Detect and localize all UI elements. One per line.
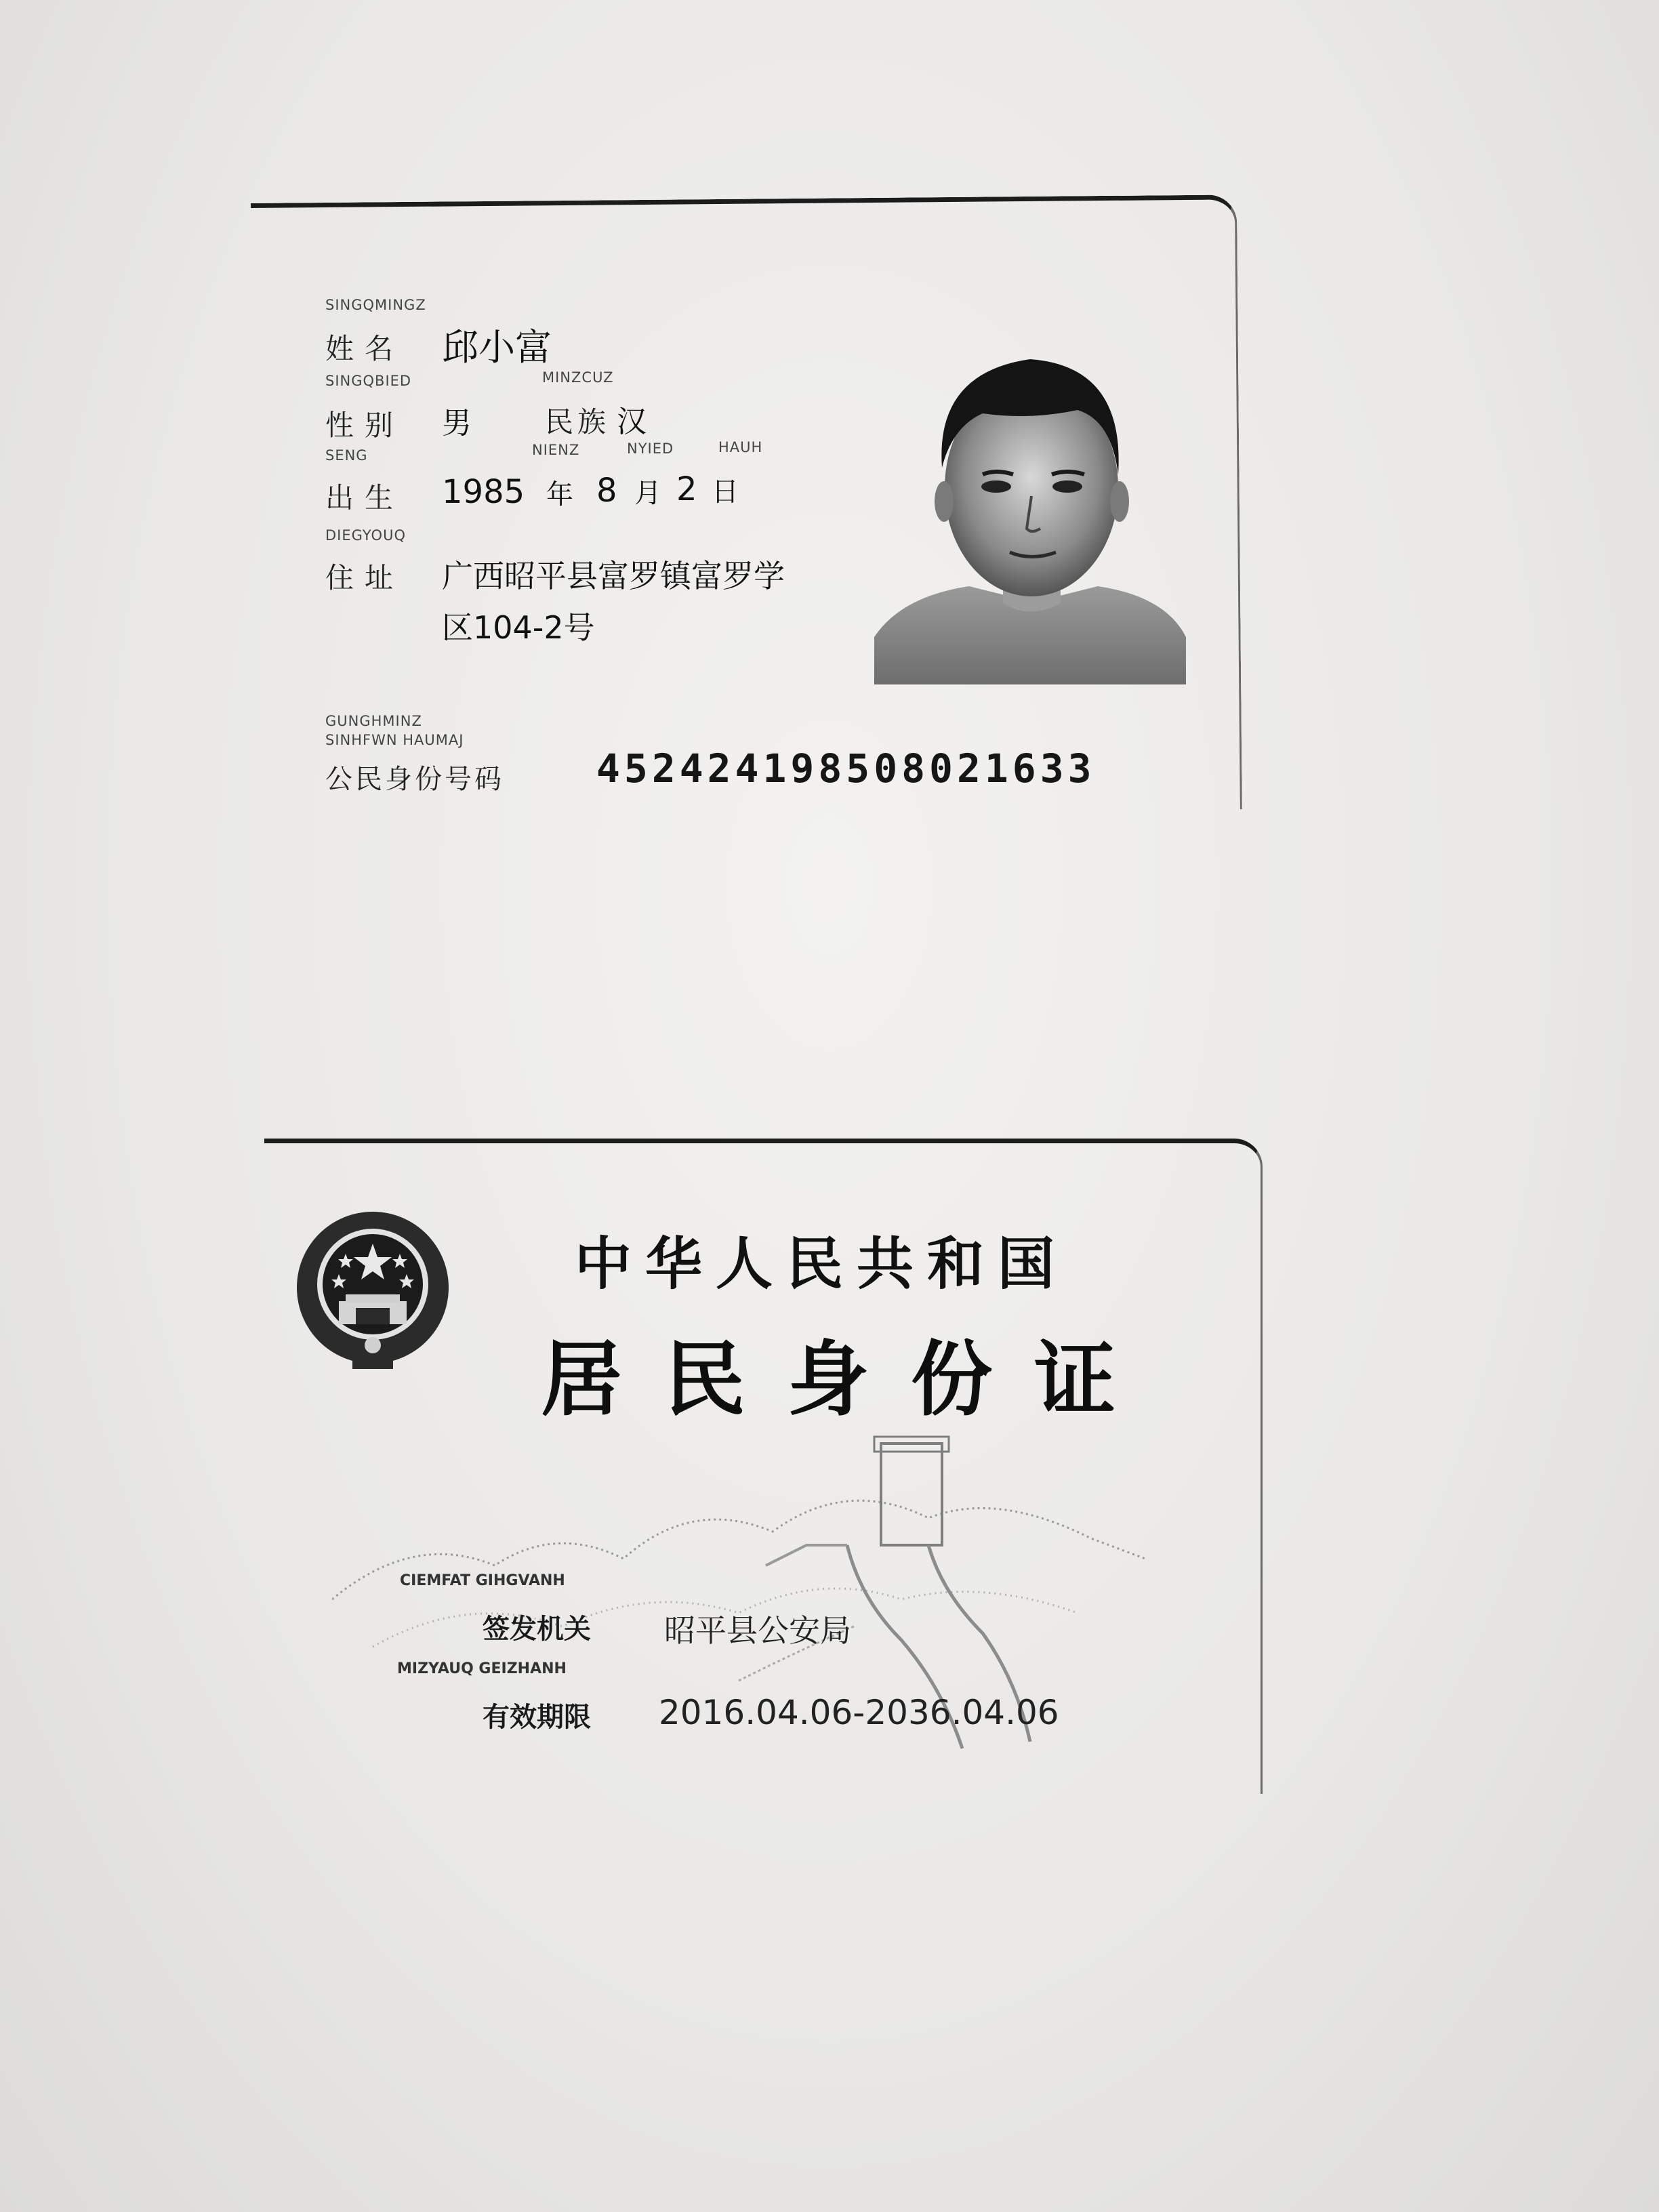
authority-label: 签发机关: [483, 1614, 591, 1645]
id-pinyin-1: GUNGHMINZ: [325, 713, 422, 729]
country-name: 中华人民共和国: [575, 1230, 1069, 1297]
sex-label: 性别: [325, 409, 405, 442]
year-char: 年: [546, 479, 573, 510]
national-emblem: [291, 1206, 454, 1376]
authority-pinyin: CIEMFAT GIHGVANH: [400, 1572, 565, 1589]
id-number: 452424198508021633: [596, 745, 1096, 792]
id-card-back: [264, 1139, 1267, 1803]
ethnicity-label: 民族: [545, 405, 611, 438]
portrait-photo: [874, 319, 1186, 684]
ethnicity-value: 汉: [617, 405, 647, 439]
name-label: 姓名: [325, 332, 405, 365]
address-pinyin: DIEGYOUQ: [325, 527, 406, 544]
date-pinyin-year: NIENZ: [532, 442, 580, 458]
address-label: 住址: [325, 561, 405, 594]
birth-pinyin: SENG: [325, 447, 368, 464]
address-line1: 广西昭平县富罗镇富罗学: [442, 558, 785, 594]
id-pinyin-2: SINHFWN HAUMAJ: [325, 732, 464, 748]
validity-label: 有效期限: [483, 1702, 591, 1733]
validity-pinyin: MIZYAUQ GEIZHANH: [397, 1660, 567, 1677]
sex-pinyin: SINGQBIED: [325, 373, 412, 389]
month-char: 月: [634, 478, 661, 509]
document-title: 居民身份证: [541, 1332, 1158, 1427]
ethnicity-pinyin: MINZCUZ: [542, 369, 614, 386]
authority-value: 昭平县公安局: [664, 1612, 851, 1649]
birth-year: 1985: [442, 473, 525, 511]
date-pinyin-day: HAUH: [718, 439, 763, 455]
birth-day: 2: [676, 470, 697, 508]
id-label: 公民身份号码: [325, 764, 504, 795]
birth-label: 出生: [325, 481, 405, 514]
sex-value: 男: [442, 406, 472, 441]
id-card-front: [251, 203, 1247, 840]
birth-month: 8: [596, 472, 617, 510]
address-line2: 区104-2号: [442, 609, 595, 646]
name-value: 邱小富: [442, 326, 552, 369]
day-char: 日: [712, 476, 739, 508]
name-pinyin: SINGQMINGZ: [325, 297, 426, 313]
date-pinyin-month: NYIED: [627, 441, 674, 457]
validity-value: 2016.04.06-2036.04.06: [659, 1693, 1059, 1732]
